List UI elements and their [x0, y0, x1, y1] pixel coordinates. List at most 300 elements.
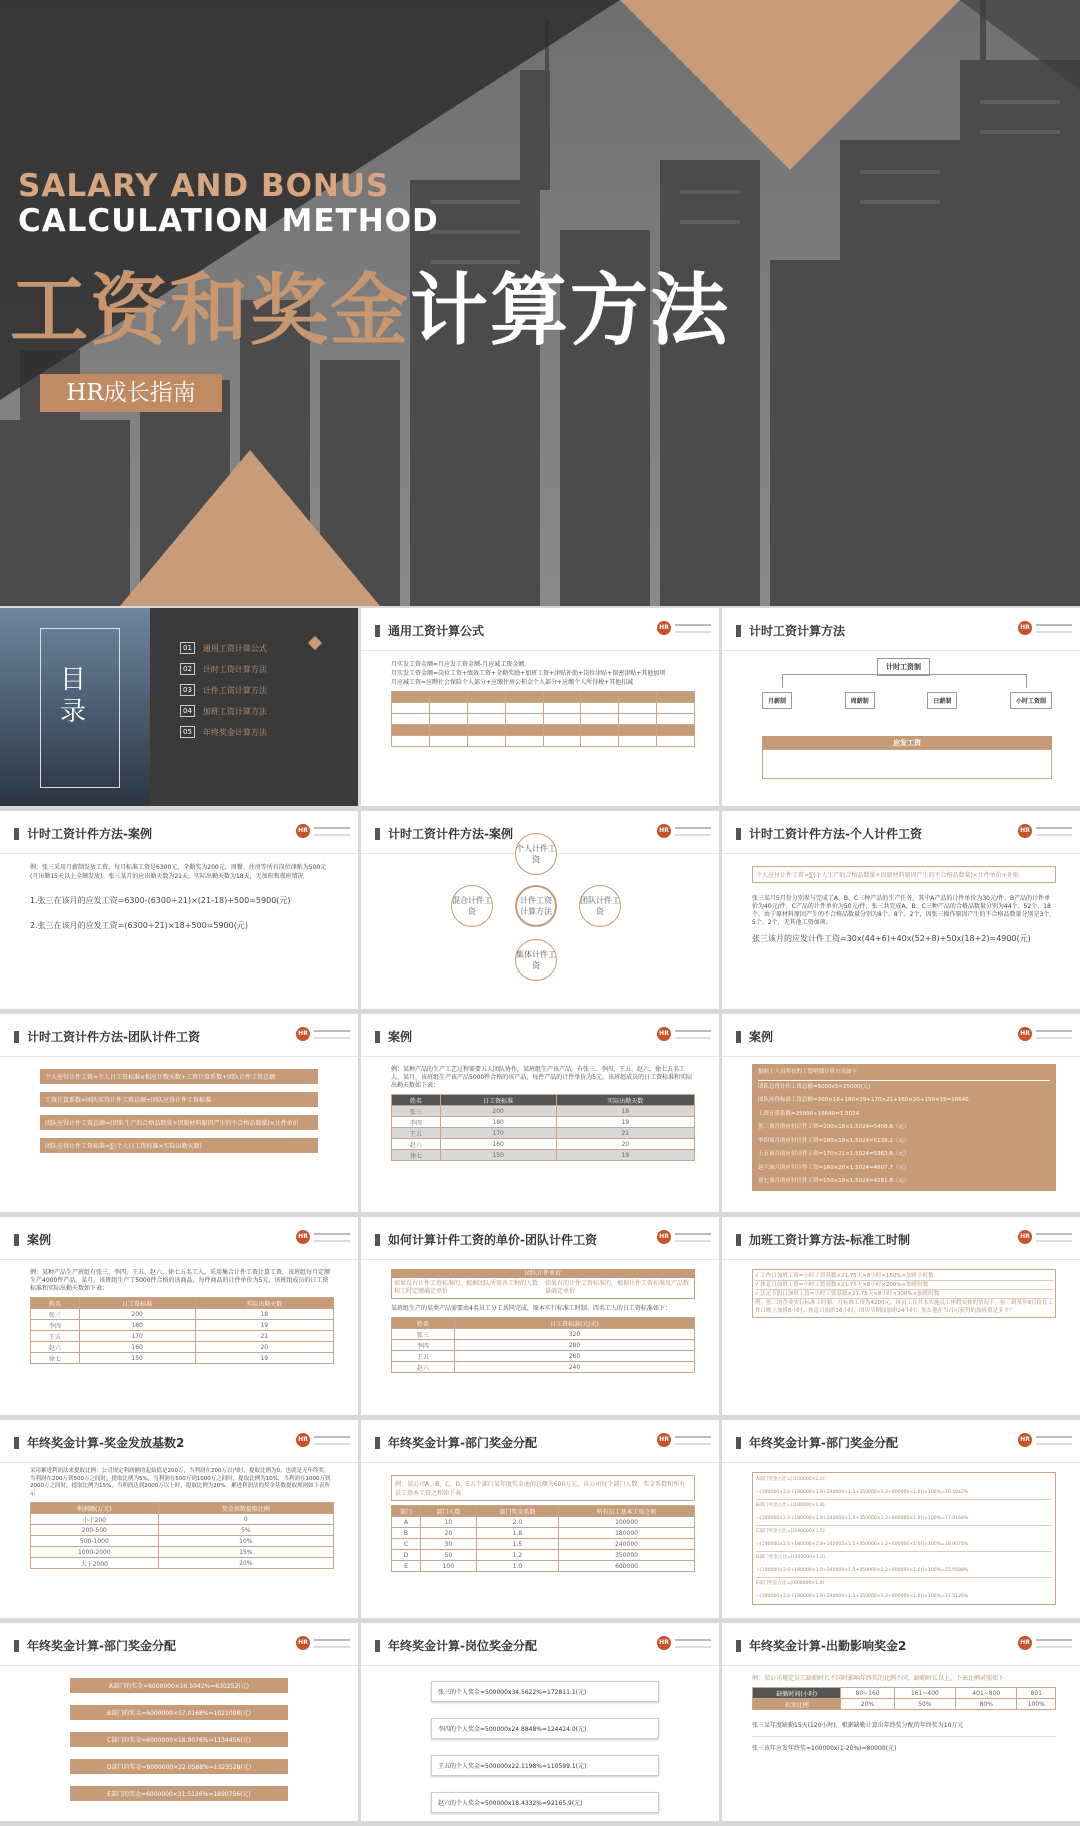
- unit-price-left: 如果没有计件工资标准的，根据团队所需各工种的人数和工时定额确定单价: [394, 1280, 539, 1295]
- title-chinese: [10, 248, 730, 360]
- tree-node: 小时工资制: [1010, 692, 1052, 709]
- hr-logo-mark: HR: [296, 1027, 310, 1041]
- table-cell: 170: [440, 1128, 556, 1139]
- hr-logo-mark: HR: [657, 1433, 671, 1447]
- title-chinese-part1: 工资和奖金: [10, 266, 411, 356]
- table-cell: 100%: [1017, 1699, 1056, 1710]
- table-cell: 350000: [559, 1550, 695, 1561]
- diamond-icon: [308, 636, 322, 650]
- table-cell: 50: [420, 1550, 476, 1561]
- formula-step: 工资计算系数=团队实得计件工资总额÷团队应得计件工资标准: [40, 1092, 318, 1107]
- ratio-line: C部门奖金占比=[(240000×1.5): [756, 1529, 825, 1534]
- cover-slide: [0, 0, 1080, 606]
- hr-logo-mark: HR: [1018, 1636, 1032, 1650]
- slide-case-team-result: [722, 1014, 1080, 1212]
- profit-ratio-table: [30, 1502, 334, 1569]
- bonus-result-step: B部门的奖金=6000000×17.0168%=1021008(元): [70, 1705, 288, 1720]
- title-bar: [736, 1437, 741, 1449]
- formula-line: 月实发工资金额=月应发工资金额-月应减工资金额。: [391, 661, 531, 668]
- slide-title: 案例: [27, 1233, 52, 1247]
- table-cell: 150: [79, 1353, 195, 1364]
- result-head: 根据上人员所在的工资明细计算方式如下: [758, 1066, 1050, 1081]
- toc-item-num: 01: [180, 642, 195, 654]
- table-cell: 李四: [392, 1340, 455, 1351]
- table-row: [392, 1340, 695, 1351]
- ratio-line: ÷(100000×2.0+180000×1.8+240000×1.5+350000×1.2+600000×1.0)]×100%=18.9076%: [756, 1539, 1052, 1553]
- hr-logo-mark: HR: [1018, 1027, 1032, 1041]
- table-row: [392, 1329, 695, 1340]
- slide-title: 案例: [749, 1030, 774, 1044]
- toc-item-num: 02: [180, 663, 195, 675]
- table-row: [31, 1558, 334, 1569]
- table-cell: 18: [556, 1106, 694, 1117]
- hr-logo: [296, 824, 350, 838]
- table-cell: 20: [420, 1528, 476, 1539]
- hr-logo-mark: HR: [296, 1433, 310, 1447]
- slide-case-collective: [0, 1217, 358, 1415]
- table-cell: 赵六: [392, 1362, 455, 1373]
- overtime-rule: √ 工作日加班工资=小时工资基数×21.75天×8小时×150%×加班小时数: [755, 1272, 1053, 1281]
- slide-attendance-bonus: [722, 1623, 1080, 1821]
- result-line: 张三该月的应付计件工资=200×18×1.5024=5408.6（元）: [758, 1124, 910, 1130]
- table-cell: 李四: [392, 1117, 441, 1128]
- table-cell: 100: [420, 1561, 476, 1572]
- table-cell: 240: [454, 1362, 694, 1373]
- table-header: 161~400: [894, 1688, 955, 1699]
- table-cell: 20%: [158, 1558, 333, 1569]
- result-line: 团队应得标准工资总额=200×18+180×19+170×21+160×20+150×19=16640: [758, 1097, 969, 1103]
- ratio-line: ÷(100000×2.0+180000×1.8+240000×1.5+350000×1.2+600000×1.0)]×100%=22.0588%: [756, 1565, 1052, 1579]
- table-header: 利润额(万元): [31, 1503, 159, 1514]
- table-cell: E: [392, 1561, 421, 1572]
- table-cell: 19: [556, 1150, 694, 1161]
- table-row: [31, 1342, 334, 1353]
- table-cell: 15%: [158, 1547, 333, 1558]
- table-cell: B: [392, 1528, 421, 1539]
- slide-position-bonus: [361, 1623, 719, 1821]
- table-cell: 20%: [841, 1699, 894, 1710]
- table-cell: 赵六: [392, 1139, 441, 1150]
- table-row: [392, 1362, 695, 1373]
- table-header: 部门奖金系数: [476, 1506, 558, 1517]
- table-row: [392, 1117, 695, 1128]
- title-bar: [736, 1234, 741, 1246]
- title-bar: [736, 625, 741, 637]
- table-cell: 200-500: [31, 1525, 159, 1536]
- unit-price-box: [391, 1269, 695, 1299]
- bonus-result-step: A部门的奖金=6000000×10.5042%=630252(元): [70, 1678, 288, 1693]
- slide-title: 加班工资计算方法-标准工时制: [749, 1233, 910, 1247]
- slide-title: 通用工资计算公式: [388, 624, 485, 638]
- title-bar: [375, 1437, 380, 1449]
- toc-item[interactable]: [180, 663, 267, 675]
- title-bar: [375, 828, 380, 840]
- type-node: 团队计件工资: [579, 885, 621, 927]
- table-header: 801: [1017, 1688, 1056, 1699]
- slide-case-team: [361, 1014, 719, 1212]
- type-node: 个人计件工资: [515, 833, 557, 875]
- table-header: 401~800: [956, 1688, 1017, 1699]
- type-node: 集体计件工资: [515, 939, 557, 981]
- bonus-result-step: D部门的奖金=6000000×22.0588%=1323528(元): [70, 1759, 288, 1774]
- table-cell: 王五: [392, 1128, 441, 1139]
- hr-logo: [657, 1636, 711, 1650]
- table-cell: 大于2000: [31, 1558, 159, 1569]
- table-header: 实际出勤天数: [556, 1095, 694, 1106]
- slide-title: 年终奖金计算-部门奖金分配: [388, 1436, 537, 1450]
- hr-logo-mark: HR: [657, 1027, 671, 1041]
- unit-price-right: 如果有的计件工资标准的，根据计件工资标准及产品数量确定单价: [545, 1280, 690, 1295]
- overtime-panel: [752, 1269, 1056, 1318]
- table-cell: 21: [556, 1128, 694, 1139]
- title-bar: [14, 1437, 19, 1449]
- tree-node: 日薪制: [927, 692, 957, 709]
- table-header: 80~160: [841, 1688, 894, 1699]
- attendance-result: 张三某年度缺勤15天(120小时)，根据缺勤计算出年终奖分配的年终奖为10万元: [752, 1722, 1056, 1737]
- table-cell: 160: [79, 1342, 195, 1353]
- slide-time-wage-case: [0, 811, 358, 1009]
- table-cell: 1.2: [476, 1550, 558, 1561]
- table-cell: 320: [454, 1329, 694, 1340]
- toc-item-text: 计件工资计算方法: [202, 685, 267, 695]
- table-row: [392, 1128, 695, 1139]
- table-header: 实际出勤天数: [195, 1298, 333, 1309]
- slide-title: 年终奖金计算-出勤影响奖金2: [749, 1639, 907, 1653]
- toc-item-num: 05: [180, 726, 195, 738]
- case-paragraph: 例：某种产品生产班组有张三、李四、王五、赵六、徐七五名工人，采用集合计件工资计算工资，该班组每月定额生产4000件产品。某月，该班组生产了5000件合格的该商品，每件商品的计件单价为5元，该班组成员的日工资标准和实际出勤天数如下表：: [30, 1269, 331, 1292]
- toc-item[interactable]: [180, 726, 267, 738]
- title-bar: [375, 1031, 380, 1043]
- hr-logo: [657, 1027, 711, 1041]
- slide-title: 计时工资计件方法-团队计件工资: [27, 1030, 200, 1044]
- hr-logo: [1018, 1027, 1072, 1041]
- result-line: 徐七该月的应付计件工资=150×19×1.5024=4281.8（元）: [758, 1178, 910, 1184]
- toc-item-num: 03: [180, 684, 195, 696]
- table-cell: 280: [454, 1340, 694, 1351]
- slide-dept-bonus-table: [361, 1420, 719, 1618]
- slide-title: 年终奖金计算-部门奖金分配: [27, 1639, 176, 1653]
- formula-step: 团队应得计件工资总额=(团队生产的合格品数量+因原材料原因产生的不合格品数量)×计件单价: [40, 1115, 318, 1130]
- case-paragraph: 张三某月5月份分别参与完成了A、B、C三种产品的生产任务，其中A产品的计件单价为30元/件、B产品的计件单价为40元/件、C产品的计件单价为50元/件，张三共完成A、B、C三种产品的合格品数量分别为44个、52个、18个，由于原材料原因产生的不合格品数量分别为8个、8个、2个，因张三操作原因产生的不合格品数量分别是3个、5个、2个，无其他工资加项。: [752, 895, 1056, 926]
- tree-connector: [782, 674, 1027, 688]
- title-english-line1: SALARY AND BONUS: [18, 168, 390, 204]
- table-cell: 小于200: [31, 1514, 159, 1525]
- tree-root: 计时工资制: [877, 658, 930, 676]
- table-cell: 张三: [392, 1106, 441, 1117]
- table-header: 部门人数: [420, 1506, 476, 1517]
- title-bar: [14, 828, 19, 840]
- table-cell: 王五: [392, 1351, 455, 1362]
- table-cell: 170: [79, 1331, 195, 1342]
- table-cell: 10%: [158, 1536, 333, 1547]
- table-cell: 20: [556, 1139, 694, 1150]
- table-cell: 徐七: [31, 1353, 80, 1364]
- table-cell: 600000: [559, 1561, 695, 1572]
- title-bar: [375, 1640, 380, 1652]
- tree-node: 月薪制: [762, 692, 792, 709]
- hr-logo-mark: HR: [657, 621, 671, 635]
- table-header: 日工资标准: [440, 1095, 556, 1106]
- result-line: 王五该月的应付计件工资=170×21×1.5024=5363.6（元）: [758, 1151, 910, 1157]
- result-line: 赵六该月的应付计件工资=160×20×1.5024=4807.7（元）: [758, 1164, 910, 1171]
- slide-title: 计时工资计件方法-案例: [27, 827, 152, 841]
- table-cell: 赵六: [31, 1342, 80, 1353]
- attendance-result: 张三该年应发年终奖=100000x(1-20%)=80000(元): [752, 1745, 897, 1752]
- overtime-example: 例：张三的企业实行标准工时制，月标准工资为4200元，该员工在并未实施员工休假安排的情况下，张三到某年9月份在工作日晚上加班8小时，休息日加班16小时，国庆节期间加班24小时，那么他在当月可获得的加班费是多少？: [755, 1300, 1054, 1314]
- title-bar: [736, 1640, 741, 1652]
- table-row: [31, 1547, 334, 1558]
- hr-logo-mark: HR: [1018, 1433, 1032, 1447]
- table-cell: 1.0: [476, 1561, 558, 1572]
- title-chinese-part2: 计算方法: [410, 266, 731, 356]
- hr-logo-mark: HR: [296, 1636, 310, 1650]
- case-paragraph: 例：某公司A、B、C、D、E五个部门某年度奖金池的总额为600万元，该公司每个部门人数、奖金系数和所有员工基本工资之和如下表: [391, 1475, 695, 1501]
- personal-bonus-item: 李四的个人奖金=500000x24.8848%=124424.0(元): [431, 1718, 659, 1739]
- hr-logo: [657, 1230, 711, 1244]
- hr-logo-mark: HR: [657, 1636, 671, 1650]
- table-cell: 180000: [559, 1528, 695, 1539]
- hr-logo-mark: HR: [296, 824, 310, 838]
- table-row: [392, 1539, 695, 1550]
- toc-item-num: 04: [180, 705, 195, 717]
- table-cell: 200: [79, 1309, 195, 1320]
- ratio-line: E部门奖金占比=[(600000×1.0): [756, 1581, 825, 1586]
- hr-logo: [1018, 1636, 1072, 1650]
- table-cell: 0: [158, 1514, 333, 1525]
- slide-dept-bonus-ratio: [722, 1420, 1080, 1618]
- slide-dept-bonus-result: [0, 1623, 358, 1821]
- result-panel: [752, 1064, 1056, 1191]
- table-header: 部门: [392, 1506, 421, 1517]
- toc-item[interactable]: [180, 705, 267, 717]
- case-result: 2.张三在该月的应发工资=(6300÷21)×18+500=5900(元): [30, 921, 248, 930]
- table-cell: 2.0: [476, 1517, 558, 1528]
- table-row: [392, 1528, 695, 1539]
- table-cell: A: [392, 1517, 421, 1528]
- table-cell: 100000: [559, 1517, 695, 1528]
- title-english-line2: CALCULATION METHOD: [18, 203, 439, 239]
- toc-item[interactable]: [180, 684, 267, 696]
- table-cell: 18: [195, 1309, 333, 1320]
- bonus-result-step: E部门的奖金=6000000×31.5126%=1890756(元): [70, 1786, 288, 1801]
- table-row: [392, 1550, 695, 1561]
- toc-item-text: 计时工资计算方法: [202, 664, 267, 674]
- unit-price-head: 团队计件单价: [392, 1270, 694, 1278]
- table-header: 姓名: [392, 1318, 455, 1329]
- table-cell: 张三: [31, 1309, 80, 1320]
- hr-logo: [657, 1433, 711, 1447]
- table-cell: 王五: [31, 1331, 80, 1342]
- table-row: [31, 1514, 334, 1525]
- table-cell: 张三: [392, 1329, 455, 1340]
- title-bar: [14, 1234, 19, 1246]
- case-result: 张三该月的应发计件工资=30x(44+6)+40x(52+8)+50x(18+2)=4900(元): [752, 934, 1031, 943]
- table-row: [392, 1139, 695, 1150]
- overtime-rule: √ 休息日加班工资=小时工资基数×21.75天×8小时×200%×加班时数: [755, 1281, 1053, 1290]
- bonus-result-step: C部门的奖金=6000000×18.9076%=1134456(元): [70, 1732, 288, 1747]
- slide-bonus-base: [0, 1420, 358, 1618]
- result-line: 团队总得计件工资总额=5000x5=25000(元): [758, 1083, 871, 1090]
- sub-header: 应发工资: [762, 736, 1052, 750]
- hr-guide-badge: HR成长指南: [40, 374, 222, 412]
- formula-step: 团队应得计件工资标准=∑(个人日工资标准×实际出勤天数): [40, 1138, 318, 1153]
- ratio-line: A部门奖金占比=[(100000×2.0): [756, 1477, 825, 1482]
- table-header: 日工资标准(元/天): [454, 1318, 694, 1329]
- hr-logo: [1018, 824, 1072, 838]
- overtime-rule: √ 法定节假日加班工资=小时工资基数×21.75天×8小时×300%×加班时数: [755, 1290, 1053, 1299]
- table-cell: 20: [195, 1342, 333, 1353]
- ratio-line: ÷(100000×2.0+180000×1.8+240000×1.5+350000×1.2+600000×1.0)]×100%=10.5042%: [756, 1487, 1052, 1501]
- toc-item-text: 通用工资计算公式: [202, 643, 267, 653]
- table-header: 姓名: [392, 1095, 441, 1106]
- table-cell: 徐七: [392, 1150, 441, 1161]
- hr-logo-mark: HR: [657, 1230, 671, 1244]
- title-bar: [736, 1031, 741, 1043]
- case-paragraph: 例：某种产品的生产工艺过程需要五人团队协作，某班组生产该产品，有张三、李四、王五、赵六、徐七五名工人。某月，该班组生产该产品5000件合格的该产品，每件产品的计件单价为5元，该班组成员的日工资标准和实际出勤天数如下表：: [391, 1066, 693, 1089]
- table-cell: 200: [440, 1106, 556, 1117]
- ratio-panel: [752, 1472, 1056, 1605]
- slide-title: 如何计算计件工资的单价-团队计件工资: [388, 1233, 597, 1247]
- slide-title: 计时工资计件方法-个人计件工资: [749, 827, 922, 841]
- table-cell: 150: [440, 1150, 556, 1161]
- table-cell: 260: [454, 1351, 694, 1362]
- hr-logo: [657, 824, 711, 838]
- title-bar: [375, 1234, 380, 1246]
- tree-node: 周薪制: [845, 692, 875, 709]
- table-cell: 19: [195, 1353, 333, 1364]
- slide-team-piece-wage: [0, 1014, 358, 1212]
- ratio-line: B部门奖金占比=[(180000×1.8): [756, 1503, 825, 1508]
- table-cell: 240000: [559, 1539, 695, 1550]
- title-bar: [375, 625, 380, 637]
- attendance-table: [30, 1297, 334, 1364]
- hr-logo: [1018, 621, 1072, 635]
- table-row: [31, 1525, 334, 1536]
- table-row: [392, 1561, 695, 1572]
- sub-box: [762, 749, 1052, 779]
- table-cell: 30: [420, 1539, 476, 1550]
- slide-piece-wage-types: [361, 811, 719, 1009]
- ratio-line: ÷(100000×2.0+180000×1.8+240000×1.5+350000×1.2+600000×1.0)]×100%=17.0168%: [756, 1513, 1052, 1527]
- daily-wage-table: [391, 1317, 695, 1373]
- slide-toc: [0, 608, 358, 806]
- formula-table: [391, 691, 695, 747]
- toc-list: [180, 642, 267, 738]
- slide-individual-piece-wage: [722, 811, 1080, 1009]
- hr-logo: [296, 1433, 350, 1447]
- formula-step: 个人应付计件工资=个人日工资标准×相应计数天数+工资计算系数+团队计件工资总额: [40, 1069, 318, 1084]
- table-header: 奖金基数提取比例: [158, 1503, 333, 1514]
- hr-logo-mark: HR: [657, 824, 671, 838]
- table-cell: C: [392, 1539, 421, 1550]
- hr-logo: [657, 621, 711, 635]
- table-row: [31, 1536, 334, 1547]
- title-bar: [14, 1031, 19, 1043]
- case-paragraph: 采用累进利润法来提取比例：公司规定利润额的起始值是200万，当利润在200万以内时，提取比例为0。也就是无年终奖。当利润在200万到500万之间时，提取比例为5%，当利润在500万到1000万之间时，提取比例为10%，当利润在1000万到2000万之间时，提取比例为15%，当利润达到2000万以上时，提取比例为20%。累进利润法的奖金基数提取规则如下表所示: [30, 1468, 331, 1497]
- ratio-line: ÷(100000×2.0+180000×1.8+240000×1.5+350000×1.2+600000×1.0)]×100%=31.5126%: [756, 1593, 969, 1599]
- table-row: [31, 1320, 334, 1331]
- table-row: [31, 1309, 334, 1320]
- table-cell: 10: [420, 1517, 476, 1528]
- table-row: [31, 1331, 334, 1342]
- title-bar: [14, 1640, 19, 1652]
- hr-logo: [1018, 1230, 1072, 1244]
- table-cell: 180: [440, 1117, 556, 1128]
- table-cell: D: [392, 1550, 421, 1561]
- table-cell: 21: [195, 1331, 333, 1342]
- hr-logo: [296, 1027, 350, 1041]
- result-line: 李四该月的应付计件工资=180×19×1.5024=5138.2（元）: [758, 1137, 910, 1144]
- hr-logo: [296, 1636, 350, 1650]
- table-row: [392, 1106, 695, 1117]
- table-row: [392, 1150, 695, 1161]
- case-paragraph: 某班组生产的某类产品需要由4名员工分工共同完成，原本实行标准工时制。四名工人的日工资标准如下：: [391, 1305, 671, 1312]
- table-cell: 160: [440, 1139, 556, 1150]
- personal-bonus-item: 赵六的个人奖金=500000x18.4332%=92165.9(元): [431, 1792, 659, 1813]
- toc-item-text: 加班工资计算方法: [202, 706, 267, 716]
- table-cell: 1.8: [476, 1528, 558, 1539]
- slide-time-wage-method: [722, 608, 1080, 806]
- table-header: 日工资标准: [79, 1298, 195, 1309]
- case-intro: 例：张三采用月薪制发放工资，每月标准工资是6300元，全勤奖为200元，周餐、住房等所有岗位津贴为500元(月出勤15天以上全额发放)。张三某月的应出勤天数为21天，实际出勤天数为18天，无加班和夜班情况: [30, 864, 327, 880]
- table-cell: 80%: [956, 1699, 1017, 1710]
- table-cell: 李四: [31, 1320, 80, 1331]
- type-node: 混合计件工资: [451, 885, 493, 927]
- table-cell: 19: [556, 1117, 694, 1128]
- slide-team-unit-price: [361, 1217, 719, 1415]
- slide-title: 年终奖金计算-部门奖金分配: [749, 1436, 898, 1450]
- ratio-line: D部门奖金占比=[(350000×1.2): [756, 1555, 826, 1560]
- formula-highlight: 个人应付计件工资=∑(个人生产的合格品数量+因原材料原因产生的不合格品数量)×计件单价+补贴: [752, 866, 1056, 883]
- personal-bonus-item: 王五的个人奖金=500000x22.1198%=110599.1(元): [431, 1755, 659, 1776]
- formula-line: 月实发工资金额=岗位工资+绩效工资+全勤奖励+加班工资+津贴补助+岗位津贴+保密津贴+其他加项: [391, 670, 666, 677]
- hr-logo: [296, 1230, 350, 1244]
- table-row: [753, 1699, 1056, 1710]
- slide-general-formula: [361, 608, 719, 806]
- center-node: 计件工资计算方法: [515, 885, 557, 927]
- hr-logo-mark: HR: [1018, 824, 1032, 838]
- hr-logo-mark: HR: [1018, 1230, 1032, 1244]
- table-cell: 180: [79, 1320, 195, 1331]
- toc-label: 目录: [60, 665, 87, 727]
- hr-logo-mark: HR: [1018, 621, 1032, 635]
- hr-logo-mark: HR: [296, 1230, 310, 1244]
- slide-title: 案例: [388, 1030, 413, 1044]
- table-cell: 500-1000: [31, 1536, 159, 1547]
- slide-title: 年终奖金计算-岗位奖金分配: [388, 1639, 537, 1653]
- personal-bonus-item: 张三的个人奖金=500000x34.5622%=172811.1(元): [431, 1681, 659, 1702]
- table-row: [392, 1517, 695, 1528]
- dept-table: [391, 1505, 695, 1572]
- table-cell: 1000-2000: [31, 1547, 159, 1558]
- attendance-note: 例：某公司规定员工缺勤时长不同时影响年终奖的比例不同，缺勤时长以上，下表比例对照如下: [752, 1675, 1005, 1682]
- toc-item-text: 年终奖金计算方法: [202, 727, 267, 737]
- table-cell: 扣发比例: [753, 1699, 841, 1710]
- case-result: 1.张三在该月的应发工资=6300-(6300÷21)×(21-18)+500=5900(元): [30, 896, 291, 905]
- slide-title: 年终奖金计算-奖金发放基数2: [27, 1436, 185, 1450]
- slide-title: 计时工资计件方法-案例: [388, 827, 513, 841]
- table-cell: 1.5: [476, 1539, 558, 1550]
- table-row: [31, 1353, 334, 1364]
- attendance-table: [391, 1094, 695, 1161]
- formula-line: 月应减工资=应聘社会保险个人部分+应缴住房公积金个人部分+应缴个人所得税+其他扣减: [391, 679, 634, 686]
- slide-overtime-standard: [722, 1217, 1080, 1415]
- hr-logo: [1018, 1433, 1072, 1447]
- deduction-table: [752, 1687, 1056, 1710]
- toc-item[interactable]: [180, 642, 267, 654]
- slide-title: 计时工资计算方法: [749, 624, 846, 638]
- table-cell: 50%: [894, 1699, 955, 1710]
